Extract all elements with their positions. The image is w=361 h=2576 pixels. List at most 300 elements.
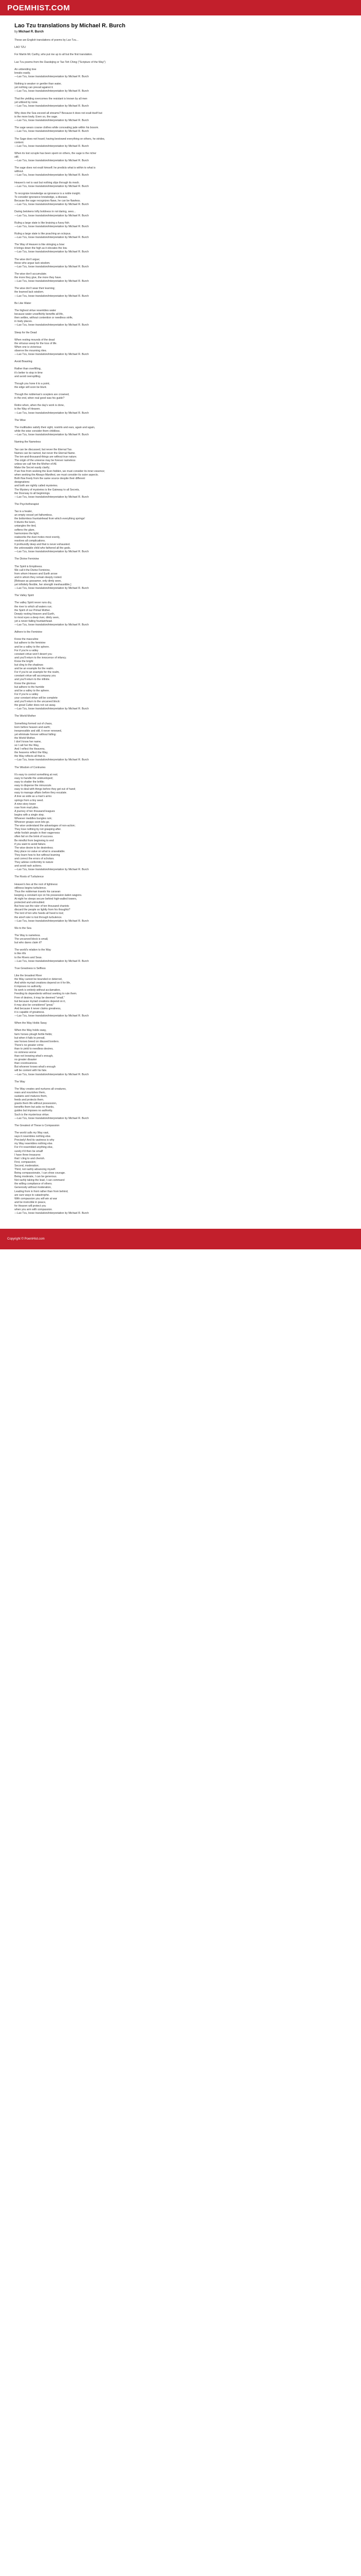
poem-line: —Lao Tzu, loose translation/interpretation by Michael R. Burch (14, 433, 89, 437)
poem-line: —Lao Tzu, loose translation/interpretation by Michael R. Burch (14, 550, 89, 554)
poem-line: easy to deal with things before they get out of hand; (14, 788, 76, 791)
poem-line: and correct the errors of scholars. (14, 857, 55, 860)
poem-line: —Lao Tzu, loose translation/interpretation by Michael R. Burch (14, 236, 89, 240)
poem-line: The wise don't argue; (14, 258, 40, 261)
poem-line: Both flow freely from the same source despite their different (14, 477, 85, 481)
poem-line: easy to manage affairs before they escalate. (14, 791, 67, 795)
poem-line: and you'll return to the uncarved block: (14, 700, 60, 703)
stanza-gap (14, 64, 347, 68)
stanza-gap (14, 49, 347, 53)
poem-line: and in whom they remain deeply rooted. (14, 575, 62, 579)
poem-line: unless we call him the Mother of All. (14, 462, 57, 466)
poem-line: —Lao Tzu, loose translation/interpretation by Michael R. Burch (14, 1073, 89, 1076)
poem-line: if you want to avoid failure. (14, 842, 46, 846)
poem-line: keeping a constant eye on his possession-laden wagons. (14, 893, 83, 897)
poem-line: the willing compliance of others. (14, 1182, 53, 1186)
poem-line: The Sage does not hoard; having bestowed everything on others, he strides, (14, 137, 105, 141)
poem-line: and be invincible in peace, (14, 1200, 46, 1204)
poem-line: —Lao Tzu, loose translation/interpretation by Michael R. Burch (14, 1212, 89, 1215)
poem-line: it may also be considered "great." (14, 1003, 55, 1007)
poem-line: untangles the tied, (14, 524, 37, 528)
poem-line: constant virtue will accompany you (14, 674, 56, 678)
poem-line: protected and untroubled. (14, 901, 45, 905)
poem-line: because water unselfishly benefits all life, (14, 313, 64, 316)
poem-line: The Mystery of mysteries is the Gateway to all Secrets, (14, 488, 80, 492)
poem-line: it brings down the high as it elevates the low. (14, 247, 68, 250)
stanza-gap (14, 437, 347, 440)
poem-line: springs from a tiny seed. (14, 799, 44, 802)
poem-line: Tao is a healer, (14, 510, 32, 514)
poem-line: The origin of the universe may be forever nameless (14, 459, 76, 462)
poem-line: The wise don't wear their learning; (14, 287, 55, 291)
stanza-gap (14, 627, 347, 631)
poem-line: Leading from in front rather than from behind, (14, 1190, 69, 1193)
poem-line: my Way resembles nothing else. (14, 1142, 53, 1146)
poem-line: There's no greater crime (14, 1043, 44, 1047)
poem-line: Second, moderation; (14, 1164, 39, 1167)
poem-line: inexpressible and still, it never renewed, (14, 729, 62, 733)
poem-line: I have three treasures (14, 1153, 41, 1157)
stanza-gap (14, 379, 347, 382)
poem-line: it's better to stop in time (14, 371, 43, 375)
poem-line: Being moderate, I can be generous. (14, 1175, 57, 1179)
poem-line: Naming the Nameless (14, 440, 41, 444)
poem-line: I don't know her name, (14, 740, 42, 743)
poem-line: content. (14, 141, 24, 144)
poem-line: without. (14, 170, 24, 174)
poem-line: First, compassion; (14, 1160, 37, 1164)
poem-line: to most eyes a deep river, dimly seen, (14, 616, 60, 619)
poem-line: softens the glare, (14, 528, 35, 532)
poem-line: For if it resembled anything else, (14, 1146, 53, 1149)
stanza-gap (14, 598, 347, 601)
poem-line: but cling to the shadows (14, 664, 43, 667)
poem-line: the river to which all waters run; (14, 605, 52, 608)
poem-line: The Divine Feminine (14, 557, 39, 561)
poem-line: surely it'd then be small! (14, 1149, 43, 1153)
stanza-gap (14, 207, 347, 210)
poem-line: But whoever knows what's enough (14, 1065, 56, 1069)
poem-title: Lao Tzu translations by Michael R. Burch (14, 23, 126, 29)
poem-line: —Lao Tzu, loose translation/interpretation by Michael R. Burch (14, 203, 89, 207)
poem-line: than covetousness. (14, 1062, 38, 1065)
poem-line: Free of desires, it may be deemed "small," (14, 996, 65, 999)
poem-line: The World Mother (14, 715, 36, 718)
poem-line: —Lao Tzu, loose translation/interpretation by Michael R. Burch (14, 75, 89, 78)
poem-line: Make the Secret easily clarify; (14, 466, 50, 469)
poem-line: Such is the mysterious virtue. (14, 1113, 50, 1116)
poem-line: —Lao Tzu, loose translation/interpretation by Michael R. Burch (14, 959, 89, 963)
poem-line: —Lao Tzu, loose translation/interpretation by Michael R. Burch (14, 225, 89, 228)
poem-line: It's easy to control something at rest; (14, 773, 58, 776)
poem-line: so I call her the Way, (14, 744, 39, 748)
stanza-gap (14, 506, 347, 510)
poem-line: still. (14, 156, 19, 159)
stanza-gap (14, 255, 347, 258)
poem-line: farm horses plough fertile fields; (14, 1032, 53, 1036)
poem-line: The Way creates and nurtures all creatures, (14, 1087, 67, 1091)
poem-line: the Way reflects all that is. (14, 755, 46, 758)
stanza-gap (14, 923, 347, 927)
poem-line: the unknowable child who fathered all the gods. (14, 547, 71, 550)
poem-line: your constant virtue will be complete (14, 696, 58, 700)
poem-line: and be a valley to the sphere. (14, 689, 50, 692)
poem-line: the great Cutter does not cut away. (14, 704, 56, 707)
poem-line: but because myriad creations depend on it, (14, 999, 66, 1003)
poem-line: The Wise (14, 418, 26, 422)
stanza-gap (14, 1018, 347, 1022)
poem-line: When resting mounds of the dead (14, 338, 55, 342)
poem-line: from whom Heaven and Earth arose (14, 572, 58, 575)
poem-line: the Spirit of our Primal Mother. (14, 608, 51, 612)
poem-line: —Lao Tzu, loose translation/interpretation by Michael R. Burch (14, 174, 89, 177)
poem-line: the virtuous weep for the loss of life. (14, 342, 57, 345)
stanza-gap (14, 57, 347, 60)
poem-line: Whoever grasps soon lets go. (14, 821, 50, 824)
poem-line: Wu to the Sea (14, 926, 31, 930)
stanza-gap (14, 422, 347, 426)
poem-line: Retire when, when the day's work is done, (14, 404, 65, 408)
poem-line: Ruling a large state is like poaching an octopus. (14, 232, 71, 235)
stanza-gap (14, 364, 347, 367)
poem-line: —Lao Tzu, loose translation/interpretation by Michael R. Burch (14, 144, 89, 148)
poem-line: Sleep for the Dead (14, 331, 37, 334)
poem-line: To consider ignorance knowledge, a disease. (14, 196, 68, 199)
poem-line: harmonizes the light; (14, 532, 39, 535)
poem-line: The lord of ten who heeds all heed is lost; (14, 912, 64, 916)
poem-line: Know the bright (14, 659, 34, 663)
stanza-gap (14, 79, 347, 82)
stanza-gap (14, 389, 347, 393)
poem-line: —Lao Tzu, loose translation/interpretation by Michael R. Burch (14, 707, 89, 711)
poem-line: A nine-story tower (14, 802, 36, 806)
footer-text: Copyright © PoemHist.com (7, 1238, 45, 1241)
poem-line: an empty vessel yet fathomless, (14, 514, 53, 517)
poem-line: To recognize knowledge as ignorance is a noble insight. (14, 192, 81, 195)
poem-line: —Lao Tzu, loose translation/interpretation by Michael R. Burch (14, 294, 89, 298)
poem-line: —Lao Tzu, loose translation/interpretation by Michael R. Burch (14, 119, 89, 123)
poem-line: Third, not rashly advancing myself. (14, 1167, 56, 1171)
poem-line: the more they give, the more they have. (14, 276, 62, 280)
stanza-gap (14, 42, 347, 46)
poem-line: the bottomless fountainhead from which everything springs! (14, 517, 85, 521)
stanza-gap (14, 229, 347, 232)
poem-line: to the Rivers and Seas. (14, 956, 42, 959)
stanza-gap (14, 718, 347, 722)
poem-line: They advise conformity to nature (14, 861, 54, 865)
poem-line: They learn how to live without learning (14, 853, 60, 857)
poem-line: Adhere to the Feminine (14, 631, 42, 634)
stanza-gap (14, 357, 347, 360)
stanza-gap (14, 148, 347, 152)
poem-line: —Lao Tzu, loose translation/interpretation by Michael R. Burch (14, 353, 89, 357)
poem-line: —Lao Tzu, loose translation/interpretation by Michael R. Burch (14, 324, 89, 327)
poem-line: The Valley Spirit (14, 594, 34, 598)
poem-line: but when it fails to prevail, (14, 1036, 45, 1040)
poem-line: but who dares claim it? (14, 941, 42, 945)
poem-line: and you'll return to the infinite. (14, 678, 51, 682)
poem-line: war horses breed on disused borders. (14, 1040, 60, 1043)
poem-line: Avoid Boasting (14, 360, 32, 364)
poem-line: it imposes no authority. (14, 985, 42, 989)
poem-line: The Way of Heaven is like stringing a bow: (14, 243, 65, 247)
poem-line: —Lao Tzu, loose translation/interpretation by Michael R. Burch (14, 411, 89, 415)
poem-line: The wise don't accumulate; (14, 273, 47, 276)
poem-line: For if you're an example for the realm, (14, 671, 60, 674)
site-header (0, 0, 361, 15)
poem-line: —Lao Tzu, loose translation/interpretation by Michael R. Burch (14, 868, 89, 872)
poem-line: yet infinitely flexible, her strength inexhaustible.] (14, 583, 71, 586)
poem-line: Heaven's net is vast but nothing slips through its mesh. (14, 181, 80, 184)
poem-line: [Release as gossamer, only dimly seen, (14, 579, 62, 583)
poem-line: while foolish people in their eagerness (14, 832, 60, 835)
poem-line: True Greatness is Selfless (14, 967, 46, 970)
poem-line: Thus the nobleman travels his caravan (14, 890, 61, 893)
poem-line: Though the nobleman's scepters are crowned, (14, 393, 70, 397)
poem-line: Feeding its dependents without seeking to rule them. (14, 992, 77, 996)
poem-line: At night he sleeps secure behind high-walled towers, (14, 897, 77, 901)
poem-line: stillness begins turbulence. (14, 886, 47, 890)
poem-line: The uncarved block is small, (14, 938, 48, 941)
stanza-gap (14, 561, 347, 565)
poem-body (14, 39, 347, 1215)
stanza-gap (14, 590, 347, 594)
poem-line: When the Way Holds Sway (14, 1022, 47, 1025)
poem-line: The valley Spirit never runs dry, (14, 601, 52, 605)
poem-line: —Lao Tzu, loose translation/interpretation by Michael R. Burch (14, 250, 89, 254)
poem-line: but adhere to the feminine (14, 641, 46, 645)
stanza-gap (14, 499, 347, 503)
poem-line: while the wise consider them childless. (14, 430, 61, 433)
poem-line: yet nothing can prevail against it. (14, 86, 54, 90)
stanza-gap (14, 335, 347, 338)
poem-line: grants them life without possession, (14, 1102, 57, 1106)
poem-line: Nothing is weaker or gentler than water, (14, 82, 62, 86)
poem-line: and be an example for the realm. (14, 667, 54, 671)
poem-line: breaks easily. (14, 71, 31, 75)
poem-line: The ten-and-thousand-things are without true nature. (14, 455, 77, 459)
stanza-gap (14, 283, 347, 287)
poem-line: With compassion you will win at war (14, 1197, 57, 1200)
stanza-gap (14, 1084, 347, 1088)
stanza-gap (14, 963, 347, 967)
poem-line: —Lao Tzu, loose translation/interpretation by Michael R. Burch (14, 623, 89, 626)
poem-line: When the Way holds sway, (14, 1029, 46, 1032)
poem-line: says it resembles nothing else. (14, 1135, 51, 1139)
poem-line: —Lao Tzu, loose translation/interpretation by Michael R. Burch (14, 130, 89, 133)
poem-line: When its lost scruple has been spent on others, the sage is the richer (14, 151, 96, 155)
stanza-gap (14, 415, 347, 419)
poem-line: when seeking the Always-Manifest, we must consider its outer aspects. (14, 473, 99, 477)
poem-line: born before heaven and earth; (14, 725, 51, 729)
stanza-gap (14, 634, 347, 638)
poem-line: These are English translations of poems by Lao Tzu... (14, 39, 78, 42)
stanza-gap (14, 1128, 347, 1131)
poem-line: the Doorway to all beginnings. (14, 492, 51, 495)
poem-line: —Lao Tzu, loose translation/interpretation by Michael R. Burch (14, 495, 89, 499)
poem-line: Deeply rooting Heaven and Earth, (14, 612, 55, 616)
poem-byline (14, 30, 347, 33)
site-footer (0, 1229, 361, 1249)
poem-line: Why does the Sea exceed all streams? Because it does not exalt itself but (14, 111, 103, 115)
poem-line: yet a never-failing fountainhead. (14, 619, 53, 623)
poem-line: no sickness worse (14, 1050, 37, 1054)
poem-line: —Lao Tzu, loose translation/interpretation by Michael R. Burch (14, 280, 89, 283)
stanza-gap (14, 879, 347, 883)
poem-line: They lose nothing by not grasping after. (14, 828, 61, 832)
poem-line: guides but imposes no authority. (14, 1109, 53, 1113)
poem-line: —Lao Tzu, loose translation/interpretation by Michael R. Burch (14, 104, 89, 108)
poem-line: The multitudes satisfy their sight, nostrils and ears, again and again, (14, 426, 95, 429)
stanza-gap (14, 93, 347, 97)
poem-line: in lowly places. (14, 320, 32, 324)
stanza-gap (14, 218, 347, 222)
stanza-gap (14, 240, 347, 243)
poem-line: The Way (14, 1080, 25, 1083)
poem-line: —Lao Tzu, loose translation/interpretation by Michael R. Burch (14, 758, 89, 762)
poem-line: An unbending tree (14, 67, 37, 71)
poem-line: Tao can be discussed, but never the Eternal Tao. (14, 448, 73, 451)
poem-line: Daring betokens lofty boldness in not daring, sees... (14, 210, 76, 214)
poem-line: For Martin Mc Carthy, who put me up to all but the first translation. (14, 53, 93, 57)
stanza-gap (14, 711, 347, 715)
poem-line: yet eliminate forever without falling: (14, 733, 57, 736)
poem-line: —Lao Tzu, loose translation/interpretation by Michael R. Burch (14, 90, 89, 93)
poem-line: will be content with his fate. (14, 1069, 47, 1073)
poem-line: The Psychotherapist (14, 502, 39, 506)
poem-line: Whoever meddles bungles ruin; (14, 817, 52, 820)
poem-line: And I reflect the Heavens, (14, 748, 45, 751)
poem-line: And while myriad creations depend on it for life, (14, 981, 71, 985)
poem-line: for Heaven will protect you (14, 1204, 46, 1208)
stanza-gap (14, 133, 347, 137)
poem-line: The Spirit is Emptiness. (14, 565, 43, 568)
stanza-gap (14, 306, 347, 309)
poem-line: resolves all complications. (14, 539, 46, 543)
stanza-gap (14, 123, 347, 126)
poem-line: Being compassionate, I can show courage. (14, 1172, 65, 1175)
poem-line: —Lao Tzu, loose translation/interpretation by Michael R. Burch (14, 1014, 89, 1018)
stanza-gap (14, 400, 347, 404)
poem-line: The Way is nameless. (14, 934, 41, 937)
poem-line: It blunts the keen, (14, 521, 36, 524)
poem-line: It profoundly deep and that is never exhausted. (14, 543, 71, 546)
stanza-gap (14, 762, 347, 766)
stanza-gap (14, 1121, 347, 1124)
poem-line: and both are rightly called mysteries. (14, 484, 58, 488)
poem-line: The world calls my Way vast, (14, 1131, 49, 1135)
poem-line: For if you're a valley (14, 649, 39, 652)
poem-line: it is capable of greatness. (14, 1010, 45, 1014)
stanza-gap (14, 554, 347, 557)
poem-line: the aloof ruler is lost through turbulence. (14, 916, 62, 919)
poem-line: feeds and protects them. (14, 1098, 44, 1102)
poem-line: The world's relation to the Way (14, 948, 51, 952)
site-logo[interactable]: POEMHIST.COM (7, 3, 70, 12)
poem-line: is the Way of Heaven. (14, 408, 41, 411)
poem-line: That the yielding overcomes the resistant is known by all men (14, 97, 88, 100)
poem-line: The wise desire to be desireless; (14, 846, 54, 850)
poem-line: often fail on the brink of success. (14, 835, 54, 839)
poem-line: A tree as wide as a man's arms (14, 795, 52, 799)
poem-line: —Lao Tzu, loose translation/interpretation by Michael R. Burch (14, 587, 89, 590)
stanza-gap (14, 872, 347, 875)
poem-line: the edge will soon be blunt. (14, 385, 47, 389)
stanza-gap (14, 108, 347, 112)
poem-line: rears and nourishes them, (14, 1091, 46, 1094)
poem-line: And because it never claims greatness, (14, 1007, 61, 1010)
poem-line: Its work is entirely without acclamation, (14, 989, 61, 992)
stanza-gap (14, 444, 347, 448)
poem-line: But how can the ruler of ten thousand chariots (14, 905, 69, 908)
poem-line: Be Like Water (14, 301, 31, 305)
poem-line: is like rills (14, 952, 26, 956)
poem-line: The sage does not exalt himself; he predicts what is within to what is (14, 166, 96, 170)
poem-line: in the end, when real good was his guide? (14, 397, 64, 400)
poem-line: —Lao Tzu, loose translation/interpretation by Michael R. Burch (14, 1116, 89, 1120)
poem-line: than not knowing what's enough, (14, 1055, 54, 1058)
stanza-gap (14, 971, 347, 974)
poem-line: Like the broadest River (14, 974, 42, 977)
poem-line: than to yield to needless desires, (14, 1047, 54, 1050)
poem-line: Generosity without moderation, (14, 1186, 52, 1190)
poem-line: observe the mourning rites. (14, 349, 47, 352)
stanza-gap (14, 189, 347, 192)
poem-line: the World Mother. (14, 736, 36, 740)
stanza-gap (14, 298, 347, 302)
author-link[interactable]: Michael R. Burch (19, 30, 44, 33)
poem-line: Because the sage recognizes flaws, he can be flawless. (14, 199, 81, 203)
poem-line: the learned lack wisdom. (14, 291, 44, 294)
poem-line: are sure ways to catastrophe. (14, 1193, 50, 1197)
poem-line: they place no value on what is unavailable. (14, 850, 65, 853)
stanza-gap (14, 163, 347, 166)
poem-line: Precisely! And its vastness is why (14, 1139, 55, 1142)
poem-line: Something formed out of chaos, (14, 722, 53, 725)
poem-line: no greater disaster (14, 1058, 37, 1062)
poem-line: Heaven's lies at the root of lightness: (14, 883, 58, 886)
poem-line: and you'll return to the innocence of infancy. (14, 656, 67, 659)
poem-line: benefits them but asks no thanks, (14, 1106, 55, 1109)
poem-content (0, 15, 361, 1218)
poem-line: reabsorbs the dust motes most evenly, (14, 535, 60, 539)
poem-line: If we free from seeking the Ever-hidden, we must consider its inner essence; (14, 470, 105, 473)
poem-line: those who argue lack wisdom. (14, 261, 51, 265)
poem-line: constant virtue won't desert you (14, 652, 52, 656)
poem-line: —Lao Tzu, loose translation/interpretation by Michael R. Burch (14, 265, 89, 268)
poem-line: Ruling a large state is like braising a fussy fish. (14, 221, 70, 225)
stanza-gap (14, 178, 347, 181)
poem-line: and avoid overspilling. (14, 375, 41, 378)
stanza-gap (14, 770, 347, 773)
stanza-gap (14, 930, 347, 934)
poem-line: easy to shatter the brittle; (14, 781, 45, 784)
poem-line: Know the glorious (14, 682, 36, 685)
poem-line: The highest virtue resembles water (14, 309, 56, 312)
poem-line: Names can be named, but never the Eternal Name. (14, 451, 76, 455)
poem-line: begins with a single step. (14, 813, 44, 817)
poem-line: then settles, without contention or needless strife, (14, 316, 73, 320)
stanza-gap (14, 945, 347, 948)
poem-line: We call it the Divine Feminine, (14, 568, 51, 572)
poem-line: and be a valley to the sphere. (14, 645, 50, 649)
poem-line: that I cling to and cherish. (14, 1157, 45, 1160)
poem-line: —Lao Tzu, loose translation/interpretation by Michael R. Burch (14, 919, 89, 923)
poem-line: —Lao Tzu, loose translation/interpretation by Michael R. Burch (14, 159, 89, 163)
poem-line: sustains and matures them, (14, 1095, 47, 1098)
poem-line: —Lao Tzu, loose translation/interpretation by Michael R. Burch (14, 184, 89, 188)
poem-line: the Way cannot be bounded or deterred, (14, 978, 62, 981)
